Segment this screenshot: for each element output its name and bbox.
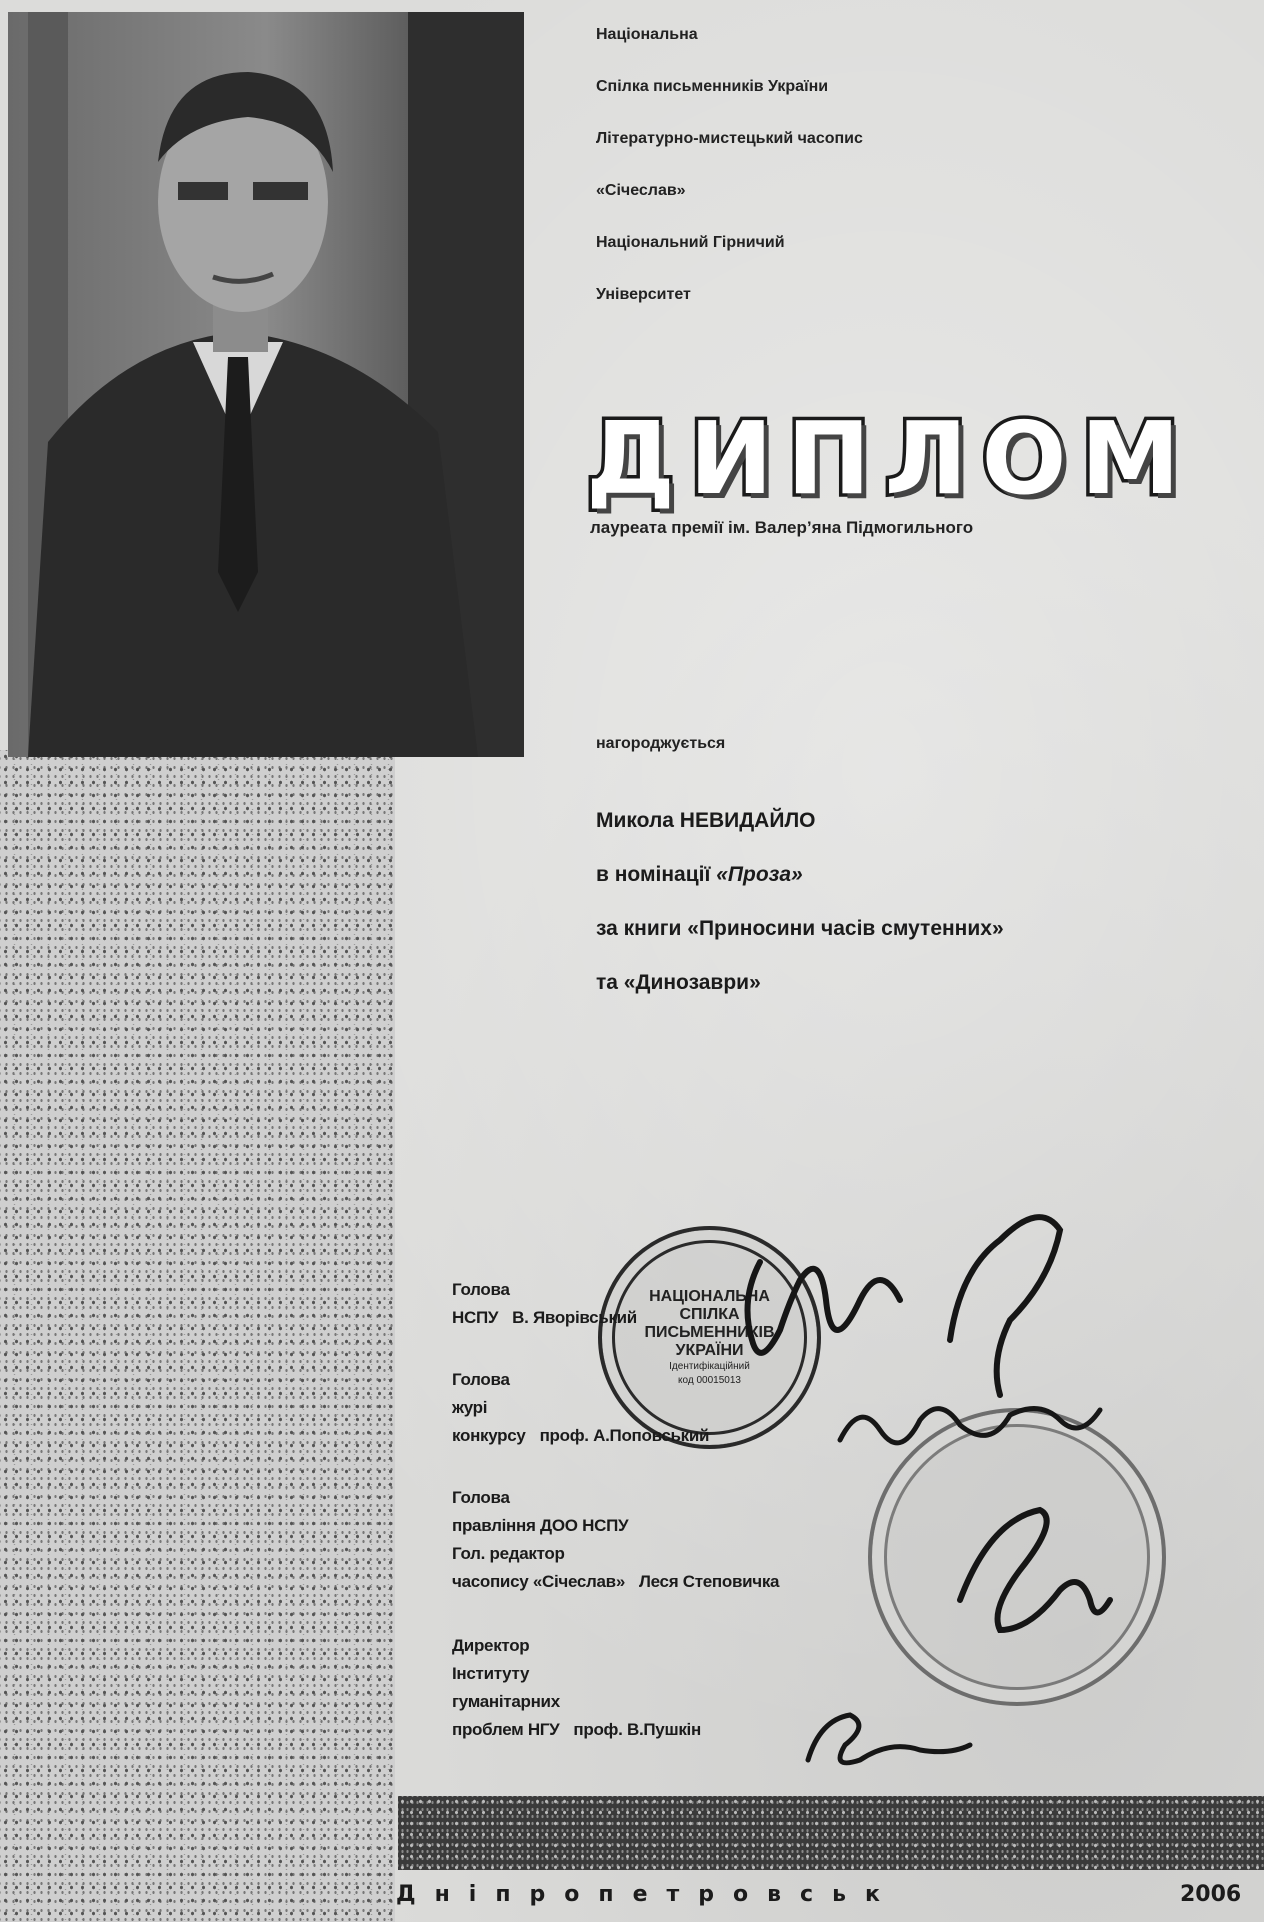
decorative-speckle-panel xyxy=(0,750,395,1922)
signatory-block xyxy=(452,1484,1012,1596)
signatory-role: НСПУ xyxy=(452,1308,499,1327)
laureate-portrait-photo xyxy=(8,12,524,757)
org-line: Національна xyxy=(596,26,698,43)
portrait-illustration xyxy=(8,12,524,757)
signatory-name: проф. А.Поповський xyxy=(539,1426,710,1445)
stamp-small-text: код 00015013 xyxy=(678,1374,741,1386)
signatory-role-name-line xyxy=(452,1422,1012,1450)
signatory-name: В. Яворівський xyxy=(512,1308,637,1327)
signatory-role: Гол. редактор xyxy=(452,1544,565,1563)
stamp-text: ПИСЬМЕННИКІВ xyxy=(644,1323,775,1341)
signatory-role: проблем НГУ xyxy=(452,1720,560,1739)
award-label: нагороджується xyxy=(596,735,726,752)
signatory-block xyxy=(452,1632,1012,1744)
diploma-subtitle: лауреата премії ім. Валер’яна Підмогильного xyxy=(590,518,974,537)
org-line: Спілка письменників України xyxy=(596,78,829,95)
books-line-1: за книги «Приносини часів смутенних» xyxy=(596,917,1004,940)
stamp-text: СПІЛКА xyxy=(679,1305,740,1323)
signatory-role: конкурсу xyxy=(452,1426,526,1445)
books-line-2: та «Динозаври» xyxy=(596,971,761,994)
signatory-role-name-line xyxy=(452,1716,1012,1744)
stamp-text: УКРАЇНИ xyxy=(675,1341,744,1359)
signatory-role: правління ДОО НСПУ xyxy=(452,1516,629,1535)
org-line: «Січеслав» xyxy=(596,182,686,199)
diploma-title: ДИПЛОМ xyxy=(586,400,1195,517)
signatory-role: Інституту xyxy=(452,1664,530,1683)
signatory-name: проф. В.Пушкін xyxy=(573,1720,701,1739)
signatory-role: Голова xyxy=(452,1488,510,1507)
org-line: Університет xyxy=(596,286,691,303)
signatory-block xyxy=(452,1276,1012,1332)
signatory-block xyxy=(452,1366,1012,1450)
footer-year: 2006 xyxy=(1180,1882,1242,1907)
signatory-role: Директор xyxy=(452,1636,530,1655)
stamp-text: НАЦІОНАЛЬНА xyxy=(649,1287,770,1305)
signatory-role: часопису «Січеслав» xyxy=(452,1572,625,1591)
footer-decorative-bar xyxy=(398,1796,1264,1870)
award-details xyxy=(596,808,1236,1024)
signatory-role: Голова xyxy=(452,1370,510,1389)
signatory-role: Голова xyxy=(452,1280,510,1299)
signatory-role-name-line xyxy=(452,1568,1012,1596)
footer-city: Дніпропетровськ xyxy=(396,1882,899,1907)
nomination-line xyxy=(596,862,1236,916)
signatory-name: Леся Степовичка xyxy=(638,1572,780,1591)
signatory-role: журі xyxy=(452,1398,488,1417)
org-line: Літературно-мистецький часопис xyxy=(596,130,863,147)
issuing-organizations xyxy=(596,18,1216,330)
stamp-small-text: Ідентифікаційний xyxy=(669,1360,750,1372)
nomination-prefix: в номінації xyxy=(596,863,711,886)
signatory-role: гуманітарних xyxy=(452,1692,560,1711)
signatory-role-name-line xyxy=(452,1304,1012,1332)
nomination-value: «Проза» xyxy=(716,863,803,886)
org-line: Національний Гірничий xyxy=(596,234,785,251)
recipient-name: Микола НЕВИДАЙЛО xyxy=(596,809,816,832)
